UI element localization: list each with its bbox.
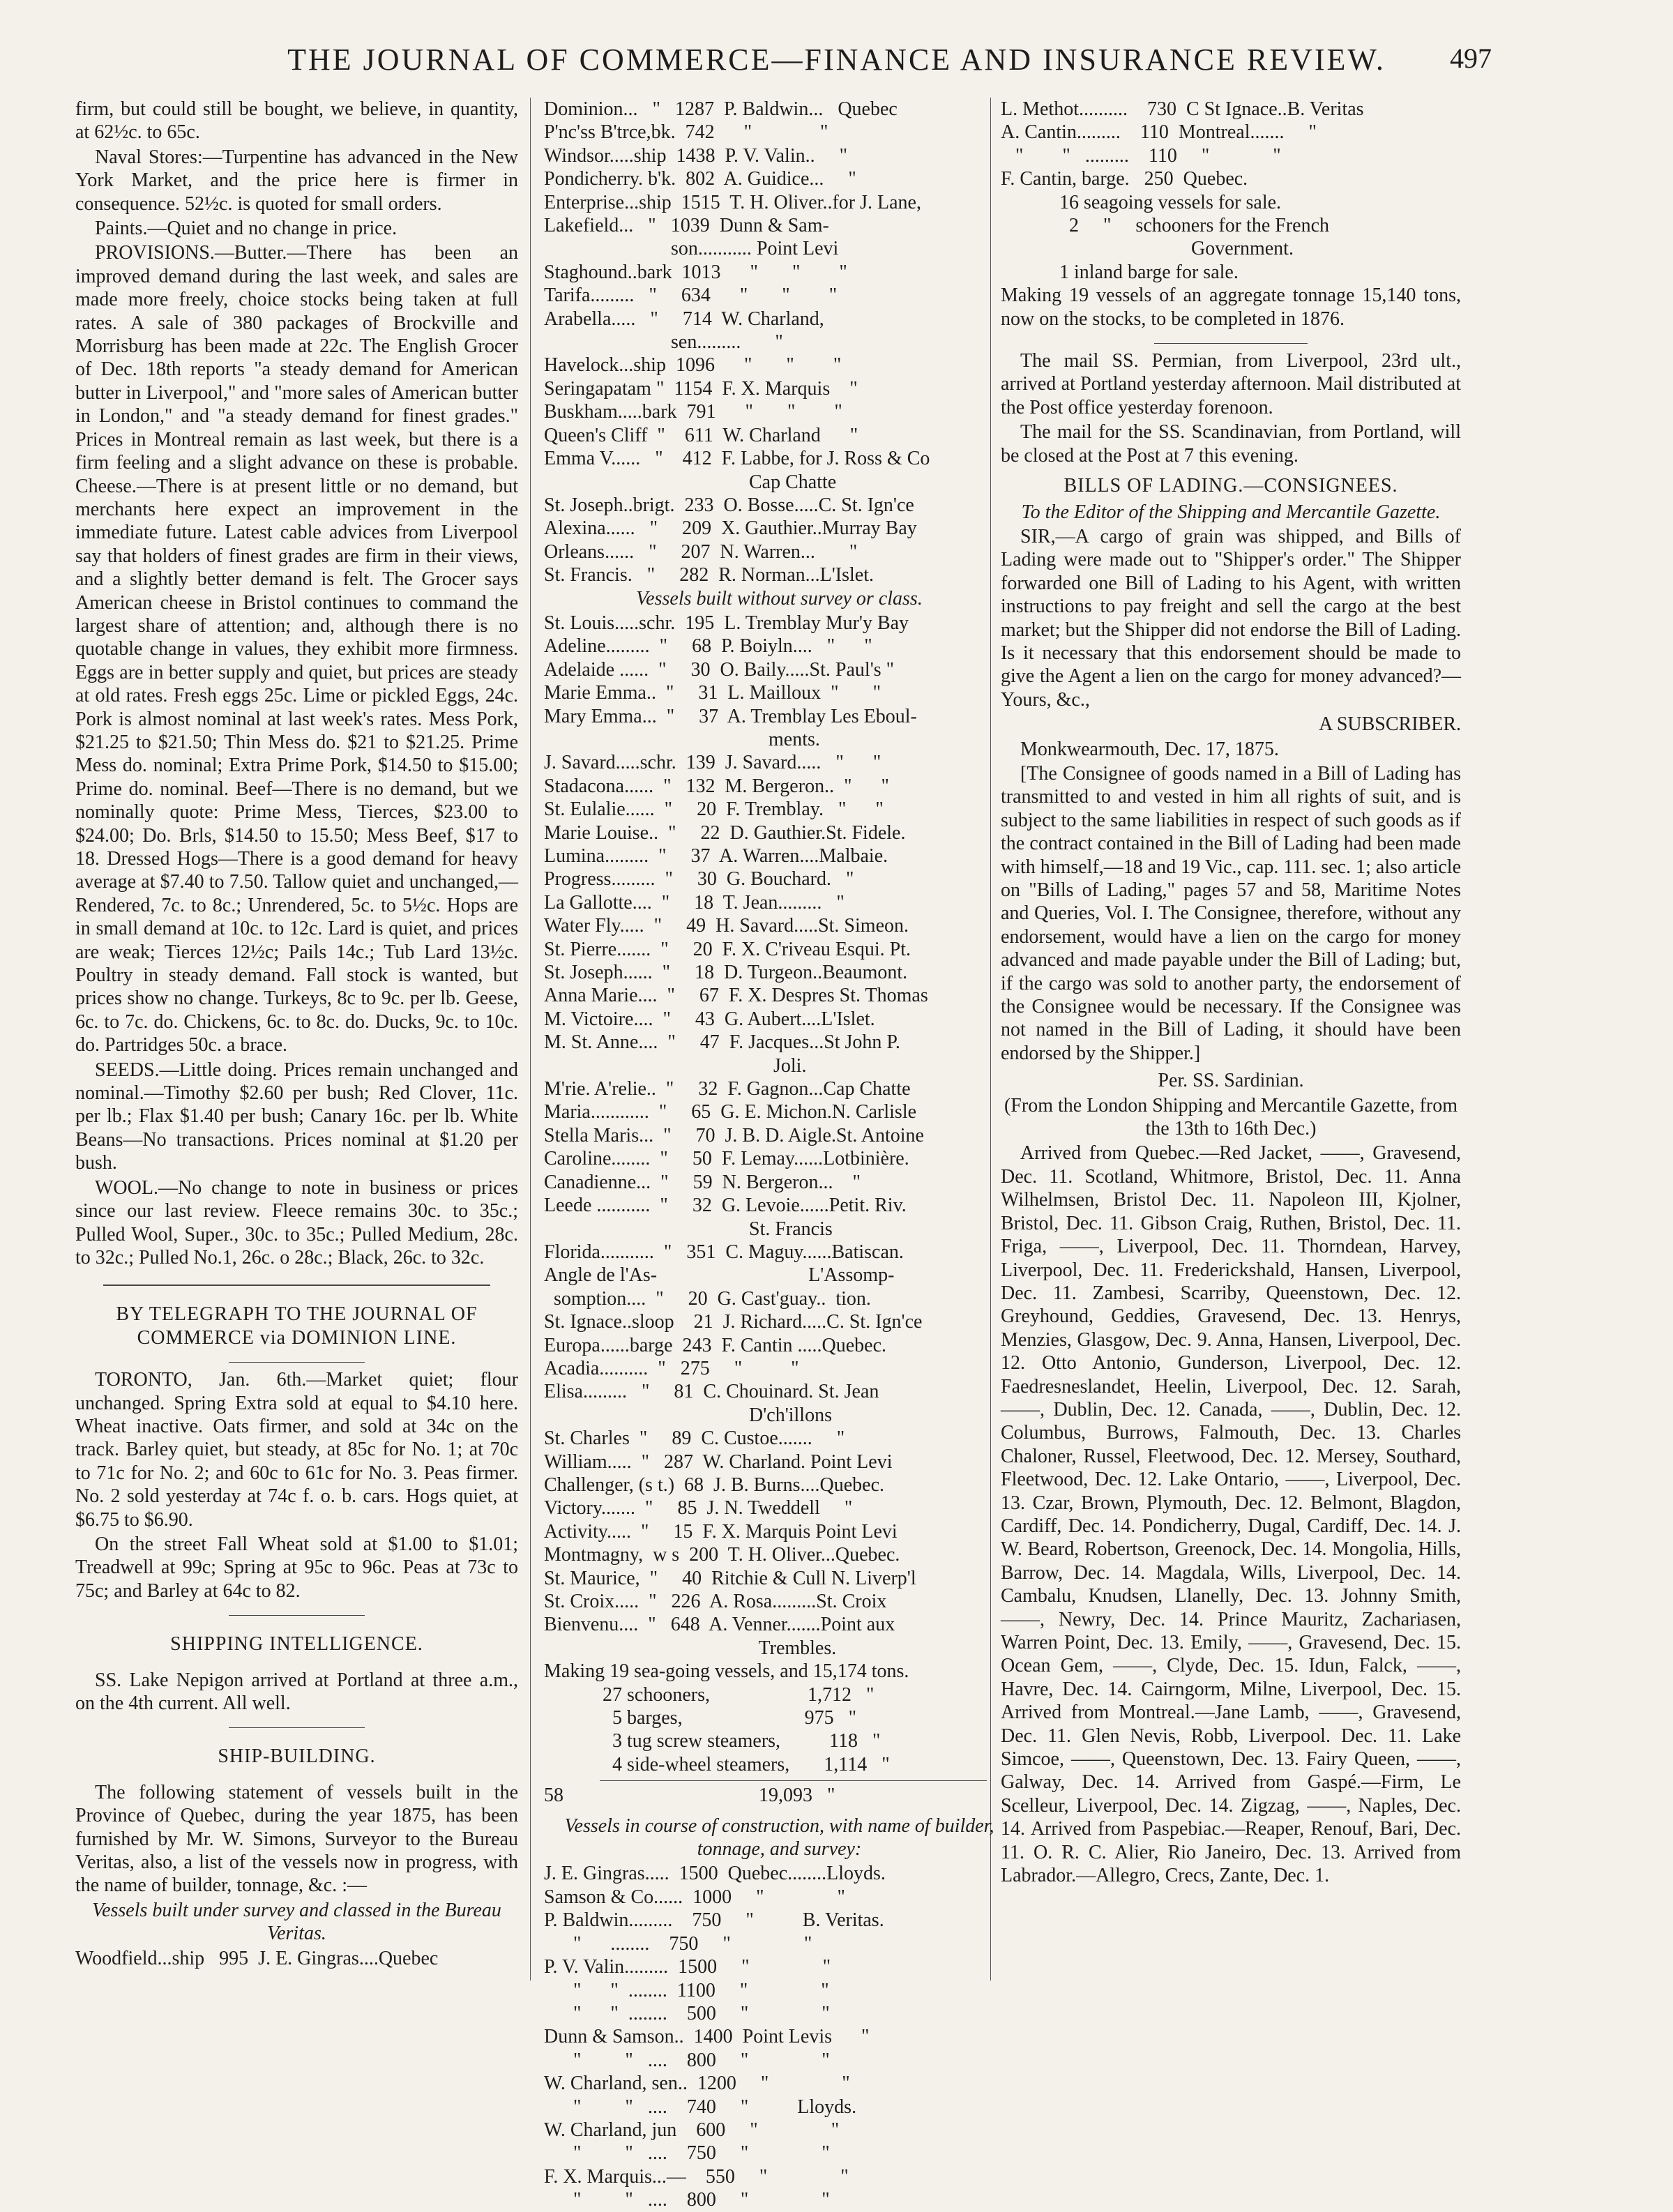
vessel-row: Water Fly..... " 49 H. Savard.....St. Simeon. [544,915,909,937]
vessel-row: St. Louis.....schr. 195 L. Tremblay Mur'y Bay [544,612,909,634]
vessel-row: " " .... 750 " " [544,2142,830,2165]
section-divider [229,1362,365,1363]
market-paragraph: Paints.—Quiet and no change in price. [95,218,398,240]
bills-addressee: To the Editor of the Shipping and Mercantile Gazette. [1021,501,1441,523]
vessel-row: Marie Emma.. " 31 L. Mailloux " " [544,682,881,704]
column-middle [544,98,1015,2211]
vessel-row: Buskham.....bark 791 " " " [544,401,842,423]
vessel-list-surveyed [544,98,1015,587]
vessel-row: Marie Louise.. " 22 D. Gauthier.St. Fidele. [544,821,906,844]
vessel-row: " " .... 800 " " [544,2049,830,2071]
shipbuilding-paragraph: The following statement of vessels built in the Province of Quebec, during the year 1875, has been furnished by Mr. W. Simons, Surveyor to the Bureau Veritas, also, a list of the vessels now in progress, with the name of builder, tonnage, &c. :— [75,1781,518,1897]
vessel-row: Emma V...... " 412 F. Labbe, for J. Ross & Co [544,448,930,470]
tonnage-note: Making 19 vessels of an aggregate tonnage 15,140 tons, now on the stocks, to be completed in 1876. [1001,285,1461,330]
vessel-row: Europa......barge 243 F. Cantin .....Quebec. [544,1334,887,1356]
vessel-row: P. V. Valin......... 1500 " " [544,1956,831,1978]
vessel-row: F. Cantin, barge. 250 Quebec. [1001,168,1248,190]
telegraph-heading: BY TELEGRAPH TO THE JOURNAL OF COMMERCE via DOMINION LINE. [116,1303,478,1349]
vessel-row: St. Joseph..brigt. 233 O. Bosse.....C. St. Ign'ce [544,494,914,516]
vessel-row: Adeline......... " 68 P. Boiyln.... " " [544,635,872,658]
vessel-row: 4 side-wheel steamers, 1,114 " [544,1753,890,1775]
vessel-row: St. Ignace..sloop 21 J. Richard.....C. St. Ign'ce [544,1311,923,1333]
telegraph-paragraph: TORONTO, Jan. 6th.—Market quiet; flour unchanged. Spring Extra sold at equal to $4.10 here. Wheat inactive. Oats firmer, and sold at 34c on the track. Barley quiet, but steady, at 85c for No. 1; at 70c to 71c for No. 2; and 60c to 61c for No. 3. Peas firmer. No. 2 sold yesterday at 74c f. o. b. cars. Hogs quiet, at $6.75 to $6.90. [75,1369,518,1531]
vessel-row: Bienvenu.... " 648 A. Venner.......Point aux [544,1614,895,1636]
vessel-row: 16 seagoing vessels for sale. [1001,191,1282,213]
vessel-row: " " ......... 110 " " [1001,144,1281,167]
vessel-row: St. Francis [544,1218,833,1240]
vessel-row: Staghound..bark 1013 " " " [544,261,847,283]
vessel-row: Angle de l'As- L'Assomp- [544,1264,895,1287]
vessel-row: Making 19 sea-going vessels, and 15,174 tons. [544,1660,909,1683]
market-paragraph: WOOL.—No change to note in business or prices since our last review. Fleece remains 30c. to 35c.; Pulled Wool, Super., 30c. to 35c.; Pulled Medium, 28c. to 32c.; Pulled No.1, 26c. o 28c.; Black, 26c. to 32c. [75,1176,518,1268]
vessel-row: 1 inland barge for sale. [1001,261,1239,283]
vessel-row: La Gallotte.... " 18 T. Jean......... " [544,891,845,914]
sardinian-subheading: (From the London Shipping and Mercantile Gazette, from the 13th to 16th Dec.) [1004,1094,1458,1140]
vessel-row: M. St. Anne.... " 47 F. Jacques...St John P. [544,1031,900,1054]
vessel-row: W. Charland, jun 600 " " [544,2119,840,2141]
vessel-row: " " ........ 1100 " " [544,1979,829,2001]
vessel-row: Tarifa......... " 634 " " " [544,285,838,307]
vessel-row: Queen's Cliff " 611 W. Charland " [544,424,858,446]
shipping-heading: SHIPPING INTELLIGENCE. [170,1633,423,1656]
vessel-row: " " ........ 500 " " [544,2002,830,2024]
vessel-row: Orleans...... " 207 N. Warren... " [544,540,858,563]
vessel-row: St. Pierre....... " 20 F. X. C'riveau Esqui. Pt. [544,938,911,960]
vessel-row: St. Francis. " 282 R. Norman...L'Islet. [544,564,874,586]
vessel-row: Alexina...... " 209 X. Gauthier..Murray Bay [544,517,917,540]
vessel-row: Enterprise...ship 1515 T. H. Oliver..for J. Lane, [544,191,921,213]
market-paragraph: PROVISIONS.—Butter.—There has been an improved demand during the last week, and sales are made more freely, choice stocks being taken at full rates. A sale of 380 packages of Brockville and Morrisburg has been made at 22c. The English Grocer of Dec. 18th reports "a steady demand for American butter in Liverpool," and "more sales of American butter in London," and "a steady demand for finest grades." Prices in Montreal remain as last week, but there is a firm feeling and a slight advance on these is probable. Cheese.—There is at present little or no demand, but merchants here expect an improvement in the immediate future. Latest cable advices from Liverpool say that holders of finest grades are firm in their views, and a slightly better demand is felt. The Grocer says American cheese in Bristol continues to command the largest share of attention; and, although there is no quotable change in values, they exhibit more firmness. Eggs are in better supply and quiet, but prices are steady at old rates. Fresh eggs 25c. Lime or pickled Eggs, 24c. Pork is almost nominal at last week's rates. Mess Pork, $21.25 to $21.50; Thin Mess do. $21 to $21.25. Prime Mess do. nominal; Extra Prime Pork, $14.50 to $15.00; Prime do. nominal. Beef—There is no demand, but we nominally quote: Prime Mess, Tierces, $23.00 to $24.00; Do. Brls, $14.50 to 15.50; Mess Beef, $17 to 18. Dressed Hogs—There is a good demand for heavy average at $7.40 to 7.50. Tallow quiet and unchanged,—Rendered, 7c. to 8c.; Unrendered, 5c. to 5½c. Hops are in small demand at 10c. to 12c. Lard is quiet, and prices are weak; Tierces 12½c; Pails 14c.; Tub Lard 13½c. Poultry in steady demand. Fall stock is wanted, but prices show no change. Turkeys, 8c to 9c. per lb. Geese, 6c. to 7c. do. Chickens, 6c. to 8c. do. Ducks, 9c. to 10c. do. Partridges 50c. a brace. [75,242,518,1056]
totals-rule [600,1780,987,1781]
construction-subheading: Vessels in course of construction, with name of builder, tonnage, and survey: [564,1815,994,1861]
vessel-row: Montmagny, w s 200 T. H. Oliver...Quebec. [544,1544,900,1566]
vessel-row: St. Croix..... " 226 A. Rosa.........St. Croix [544,1591,887,1612]
vessel-row: Stella Maris... " 70 J. B. D. Aigle.St. Antoine [544,1124,924,1146]
vessel-row: Activity..... " 15 F. X. Marquis Point Levi [544,1520,898,1543]
shipping-paragraph: SS. Lake Nepigon arrived at Portland at three a.m., on the 4th current. All well. [75,1669,518,1714]
vessel-row: L. Methot.......... 730 C St Ignace..B. Veritas [1001,98,1364,120]
vessel-row: 2 " schooners for the French [1001,215,1330,237]
vessel-row: Windsor.....ship 1438 P. V. Valin.. " [544,144,848,167]
vessel-row: Acadia.......... " 275 " " [544,1357,799,1379]
vessel-row: William..... " 287 W. Charland. Point Levi [544,1450,893,1473]
vessel-row: A. Cantin......... 110 Montreal....... " [1001,121,1317,144]
vessel-row: J. E. Gingras..... 1500 Quebec........Lloyds. [544,1863,886,1885]
market-paragraph: firm, but could still be bought, we believe, in quantity, at 62½c. to 65c. [75,98,518,144]
vessel-row: " " .... 740 " Lloyds. [544,2096,857,2118]
vessel-row: 5 barges, 975 " [544,1707,856,1729]
vessel-list-construction [544,1862,1015,2211]
vessel-row: 27 schooners, 1,712 " [544,1683,875,1706]
vessel-row: Woodfield...ship 995 J. E. Gingras....Quebec [75,1947,439,1969]
vessel-row: Florida........... " 351 C. Maguy......Batiscan. [544,1241,904,1263]
vessel-list-unsurveyed [544,612,1015,1660]
vessel-row: Canadienne... " 59 N. Bergeron... " [544,1171,861,1193]
vessel-row: Seringapatam " 1154 F. X. Marquis " [544,377,858,400]
vessel-row: Lakefield... " 1039 Dunn & Sam- [544,215,829,237]
vessel-row: D'ch'illons [544,1404,832,1426]
vessel-row: Arabella..... " 714 W. Charland, [544,308,824,330]
section-divider [1154,343,1308,344]
vessel-row: St. Maurice, " 40 Ritchie & Cull N. Liverp'l [544,1567,916,1589]
vessel-row: Havelock...ship 1096 " " " [544,354,842,377]
vessel-row: Mary Emma... " 37 A. Tremblay Les Eboul- [544,705,917,727]
column-rule [530,98,531,1980]
vessel-row: P'nc'ss B'trce,bk. 742 " " [544,121,828,144]
vessel-row: Government. [1001,238,1294,260]
vessel-row: son........... Point Levi [544,238,839,260]
bills-answer: [The Consignee of goods named in a Bill of Lading has transmitted to and vested in him all rights of suit, and is subject to the same liabilities in respect of such goods as if the contract contained in the Bill of Lading had been made with himself,—18 and 19 Vic., cap. 111. sec. 1; also article on "Bills of Lading," pages 57 and 58, Maritime Notes and Queries, Vol. I. The Consignee, therefore, without any endorsement, would have a lien on the cargo for money advanced and made payable under the Bill of Lading; but, if the cargo was sold to another party, the endorsement of the Consignee would be necessary. If the Consignee was not named in the Bill of Lading, it should have been endorsed by the Shipper.] [1001,762,1461,1064]
vessel-row: Dunn & Samson.. 1400 Point Levis " [544,2026,870,2048]
vessel-row: Dominion... " 1287 P. Baldwin... Quebec [544,98,898,120]
section-divider [229,1727,365,1728]
mail-paragraph: The mail SS. Permian, from Liverpool, 23rd ult., arrived at Portland yesterday afternoon. Mail distributed at the Post office yesterday forenoon. [1001,350,1461,418]
vessel-row: Samson & Co...... 1000 " " [544,1886,845,1908]
bills-place-date: Monkwearmouth, Dec. 17, 1875. [1020,738,1279,760]
vessel-row: Maria............ " 65 G. E. Michon.N. Carlisle [544,1101,917,1123]
column-right [1001,98,1461,2022]
vessel-row: Joli. [544,1054,807,1077]
bills-letter: SIR,—A cargo of grain was shipped, and Bills of Lading were made out to "Shipper's order." The Shipper forwarded one Bill of Lading to his Agent, with written instructions to pay freight and sell the cargo at the best market; but the Shipper did not endorse the Bill of Lading. Is it necessary that this endorsement should be made to give the Agent a lien on the cargo for money advanced?—Yours, &c., [1001,525,1461,711]
mail-paragraph: The mail for the SS. Scandinavian, from Portland, will be closed at the Post at 7 this evening. [1001,421,1461,467]
vessel-row: Caroline........ " 50 F. Lemay......Lotbinière. [544,1148,909,1170]
vessel-row: Elisa......... " 81 C. Chouinard. St. Jean [544,1381,879,1403]
vessel-row: " ........ 750 " " [544,1932,812,1955]
vessel-row: M'rie. A'relie.. " 32 F. Gagnon...Cap Chatte [544,1078,911,1100]
journal-title: THE JOURNAL OF COMMERCE—FINANCE AND INSURANCE REVIEW. [287,43,1386,77]
without-survey-subheading: Vessels built without survey or class. [636,587,923,609]
vessel-row: Cap Chatte [544,471,837,493]
vessel-row: ments. [544,728,820,750]
vessel-row: F. X. Marquis...— 550 " " [544,2165,849,2188]
bills-heading: BILLS OF LADING.—CONSIGNEES. [1063,475,1398,497]
vessel-row: Stadacona...... " 132 M. Bergeron.. " " [544,775,889,797]
page-number: 497 [1450,43,1492,74]
vessel-row: somption.... " 20 G. Cast'guay.. tion. [544,1287,871,1310]
survey-subheading: Vessels built under survey and classed in the Bureau Veritas. [92,1899,501,1945]
market-paragraph: SEEDS.—Little doing. Prices remain unchanged and nominal.—Timothy $2.60 per bush; Red Clover, 11c. per lb.; Flax $1.40 per bush; Canary 16c. per lb. White Beans—No transactions. Prices nominal at $1.20 per bush. [75,1059,518,1174]
vessel-row: P. Baldwin......... 750 " B. Veritas. [544,1909,884,1932]
vessel-row: Challenger, (s t.) 68 J. B. Burns....Quebec. [544,1474,885,1496]
vessel-row: W. Charland, sen.. 1200 " " [544,2073,850,2095]
vessel-row: St. Charles " 89 C. Custoe....... " [544,1427,845,1450]
shipbuilding-heading: SHIP-BUILDING. [218,1745,376,1768]
vessel-row: Lumina......... " 37 A. Warren....Malbaie. [544,845,888,867]
section-divider [229,1615,365,1616]
vessel-row: 3 tug screw steamers, 118 " [544,1730,881,1752]
vessel-row: sen......... " [544,331,783,354]
sardinian-heading: Per. SS. Sardinian. [1158,1070,1304,1092]
vessel-row: Pondicherry. b'k. 802 A. Guidice... " [544,168,856,190]
market-paragraph: Naval Stores:—Turpentine has advanced in the New York Market, and the price here is firmer in consequence. 52½c. is quoted for small orders. [75,146,518,215]
vessel-list-continued [1001,98,1461,284]
grand-total-row: 58 19,093 " [544,1785,835,1807]
vessel-row: Trembles. [544,1637,837,1659]
arrivals-paragraph: Arrived from Quebec.—Red Jacket, ——, Gravesend, Dec. 11. Scotland, Whitmore, Bristol, Dec. 11. Anna Wilhelmsen, Bristol Dec. 11. Napoleon III, Kjolner, Bristol, Dec. 11. Gibson Craig, Ruthen, Bristol, Dec. 11. Friga, ——, Liverpool, Dec. 11. Thorndean, Harvey, Liverpool, Dec. 11. Frederickshald, Hansen, Liverpool, Dec. 11. Zambesi, Scarriby, Queenstown, Dec. 12. Greyhound, Geddies, Gravesend, Dec. 13. Henrys, Menzies, Glasgow, Dec. 9. Anna, Hansen, Liverpool, Dec. 12. Otto Antonio, Gunderson, Liverpool, Dec. 12. Faedresneslandet, Heelin, Liverpool, Dec. 12. Sarah, ——, Dublin, Dec. 12. Canada, ——, Dublin, Dec. 12. Columbus, Burrows, Falmouth, Dec. 13. Charles Chaloner, Russel, Fleetwood, Dec. 12. Mersey, Southard, Fleetwood, Dec. 12. Lake Ontario, ——, Liverpool, Dec. 13. Czar, Brown, Plymouth, Dec. 12. Belmont, Blagdon, Cardiff, Dec. 14. Pondicherry, Dugal, Cardiff, Dec. 14. J. W. Beard, Robertson, Greenock, Dec. 14. Mongolia, Hills, Barrow, Dec. 14. Magdala, Wills, Liverpool, Dec. 14. Cambalu, Knudsen, Llanelly, Dec. 13. Johnny Smith, ——, Newry, Dec. 14. Prince Mauritz, Zachariasen, Warren Point, Dec. 13. Emily, ——, Gravesend, Dec. 15. Ocean Gem, ——, Clyde, Dec. 15. Idun, Falck, ——, Havre, Dec. 14. Cairngorm, Milne, Liverpool, Dec. 15. Arrived from Montreal.—Jane Lamb, ——, Gravesend, Dec. 11. Glen Nevis, Robb, Liverpool. Dec. 11. Lake Simcoe, ——, Queenstown, Dec. 13. Fairy Queen, ——, Galway, Dec. 14. Arrived from Gaspé.—Firm, Le Scelleur, Liverpool, Dec. 14. Zigzag, ——, Naples, Dec. 14. Arrived from Paspebiac.—Reaper, Renouf, Bari, Dec. 11. O. R. C. Alier, Rio Janeiro, Dec. 13. Arrived from Labrador.—Allegro, Crecs, Zante, Dec. 1. [1001,1142,1461,1887]
bills-signature: A SUBSCRIBER. [1319,713,1461,736]
vessel-row: Anna Marie.... " 67 F. X. Despres St. Thomas [544,985,928,1007]
totals-block [544,1660,1015,1776]
telegraph-paragraph: On the street Fall Wheat sold at $1.00 to $1.01; Treadwell at 99c; Spring at 95c to 96c. Peas at 73c to 75c; and Barley at 64c to 82. [75,1533,518,1602]
vessel-row: Leede ........... " 32 G. Levoie......Petit. Riv. [544,1195,907,1217]
vessel-row: M. Victoire.... " 43 G. Aubert....L'Islet. [544,1008,875,1030]
column-left [75,98,518,2022]
vessel-row: St. Joseph...... " 18 D. Turgeon..Beaumont. [544,962,908,984]
vessel-row: " " .... 800 " " [544,2189,830,2211]
vessel-row: Adelaide ...... " 30 O. Baily.....St. Paul's " [544,658,895,681]
section-divider [103,1285,490,1286]
vessel-row: J. Savard.....schr. 139 J. Savard..... " " [544,752,881,774]
vessel-row: Progress......... " 30 G. Bouchard. " [544,868,854,891]
vessel-row: St. Eulalie...... " 20 F. Tremblay. " " [544,798,884,821]
vessel-row: Victory....... " 85 J. N. Tweddell " [544,1497,853,1520]
page-header [0,42,1673,91]
